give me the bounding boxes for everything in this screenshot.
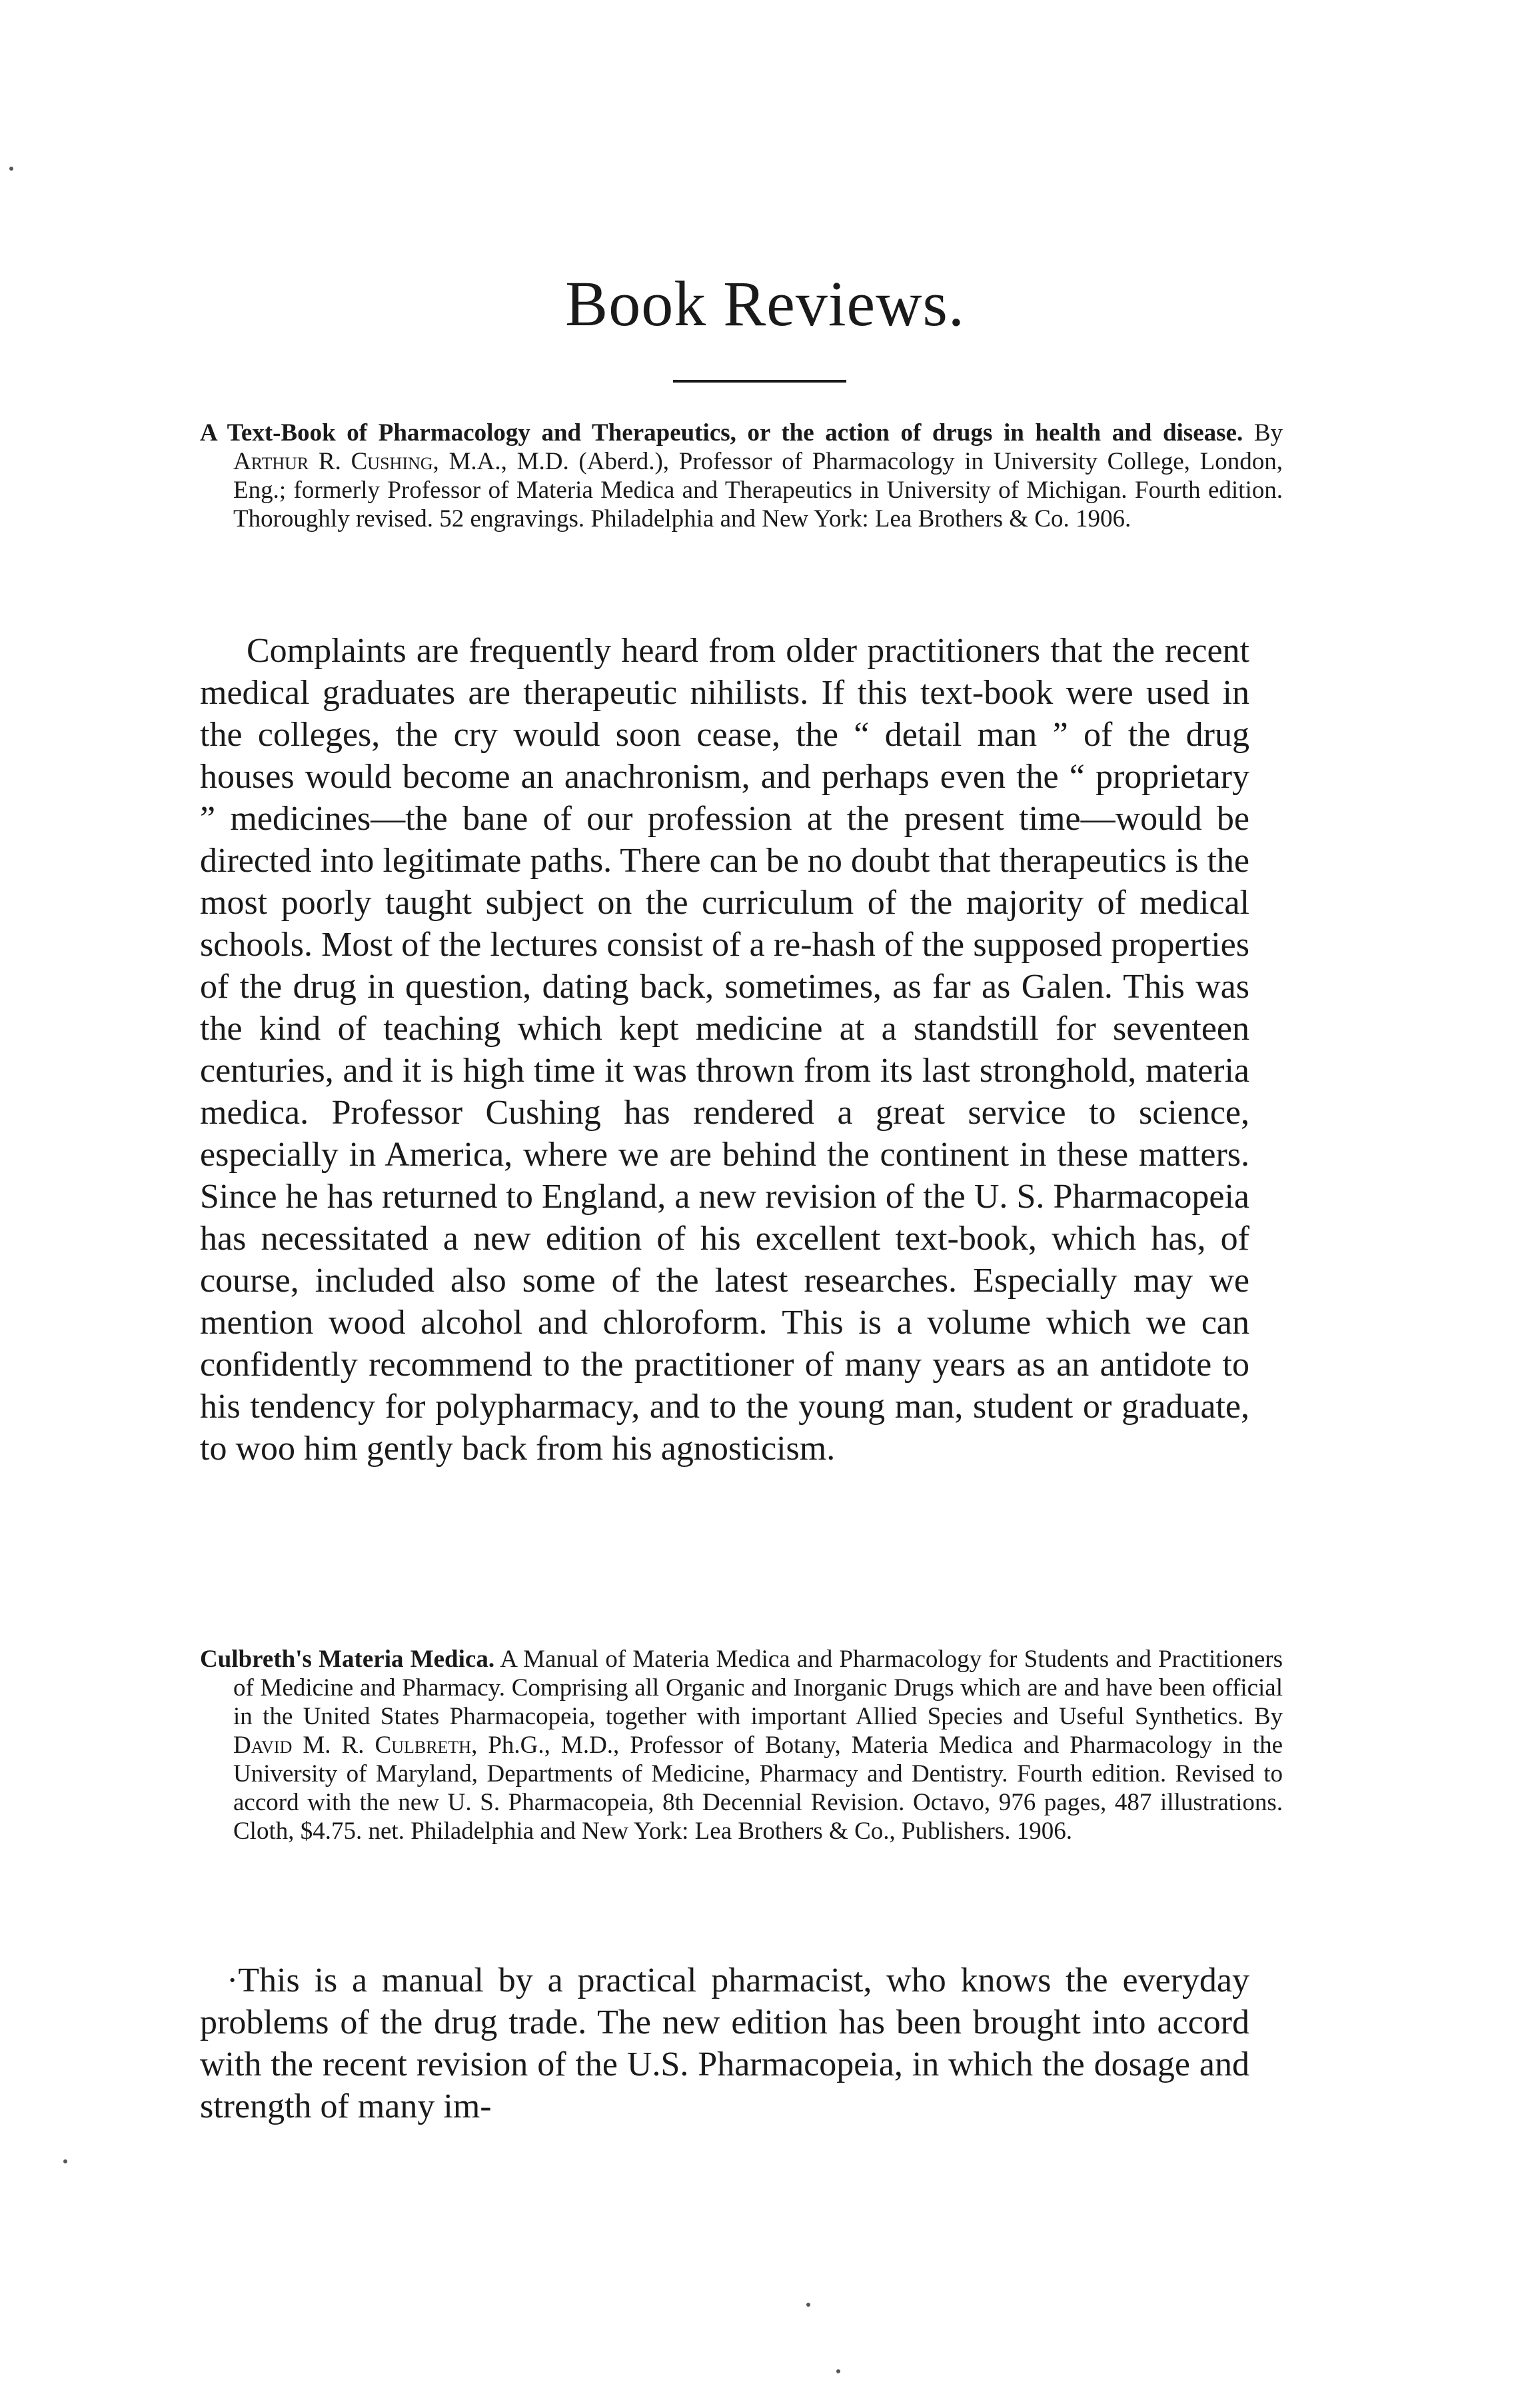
print-speck [806, 2303, 810, 2307]
review-2-body: ·This is a manual by a practical pharmacist, who knows the everyday problems of the drug trade. The new edition has been brought into accord with the recent revision of the U.S. Pharmacopeia, in which the dosage and strength of many im- [200, 1961, 1249, 2125]
review-2-book-title: Culbreth's Materia Medica. [200, 1646, 495, 1673]
page-title: Book Reviews. [565, 268, 965, 339]
review-1-by: By [1253, 419, 1283, 447]
review-2-subtitle: A Manual of Materia Medica and Pharmacology for Students and Practitioners of Medicine and Pharmacy. Comprising all Organic and Inorganic Drugs which are and have been official in the United States Pharmacopeia, together with important Allied Species and Useful Synthetics. [233, 1646, 1283, 1730]
print-speck [63, 2159, 67, 2163]
review-1-citation [200, 419, 1283, 533]
review-2-details: , Ph.G., M.D., Professor of Botany, Materia Medica and Pharmacology in the University of Maryland, Departments of Medicine, Pharmacy and Dentistry. Fourth edition. Revised to accord with the new U. S. Pharmacopeia, 8th Decennial Revision. Octavo, 976 pages, 487 illustrations. Cloth, $4.75. net. Philadelphia and New York: Lea Brothers & Co., Publishers. 1906. [233, 1732, 1283, 1845]
review-1-body: Complaints are frequently heard from older practitioners that the recent medical graduates are therapeutic nihilists. If this text-book were used in the colleges, the cry would soon cease, the “ detail man ” of the drug houses would become an anachronism, and perhaps even the “ proprietary ” medicines—the bane of our profession at the present time—would be directed into legitimate paths. There can be no doubt that therapeutics is the most poorly taught subject on the curriculum of the majority of medical schools. Most of the lectures consist of a re-hash of the supposed properties of the drug in question, dating back, sometimes, as far as Galen. This was the kind of teaching which kept medicine at a standstill for seventeen centuries, and it is high time it was thrown from its last stronghold, materia medica. Professor Cushing has rendered a great service to science, especially in America, where we are behind the continent in these matters. Since he has returned to England, a new revision of the U. S. Pharmacopeia has necessitated a new edition of his excellent text-book, which has, of course, included also some of the latest researches. Especially may we mention wood alcohol and chloroform. This is a volume which we can confidently recommend to the practitioner of many years as an antidote to his tendency for polypharmacy, and to the young man, student or graduate, to woo him gently back from his agnosticism. [200, 632, 1249, 1468]
title-divider [673, 380, 846, 383]
print-speck [9, 167, 13, 171]
review-1-details: , M.A., M.D. (Aberd.), Professor of Pharmacology in University College, London, Eng.; formerly Professor of Materia Medica and Therapeutics in University of Michigan. Fourth edition. Thoroughly revised. 52 engravings. Philadelphia and New York: Lea Brothers & Co. 1906. [233, 448, 1283, 533]
review-2-by: By [1253, 1703, 1283, 1730]
review-1-author: Arthur R. Cushing [233, 448, 433, 475]
print-speck [836, 2369, 840, 2373]
review-2-citation [200, 1645, 1283, 1845]
review-2-author: David M. R. Culbreth [233, 1732, 472, 1759]
review-1-book-title: A Text-Book of Pharmacology and Therapeutics, or the action of drugs in health and disease. [200, 419, 1243, 447]
